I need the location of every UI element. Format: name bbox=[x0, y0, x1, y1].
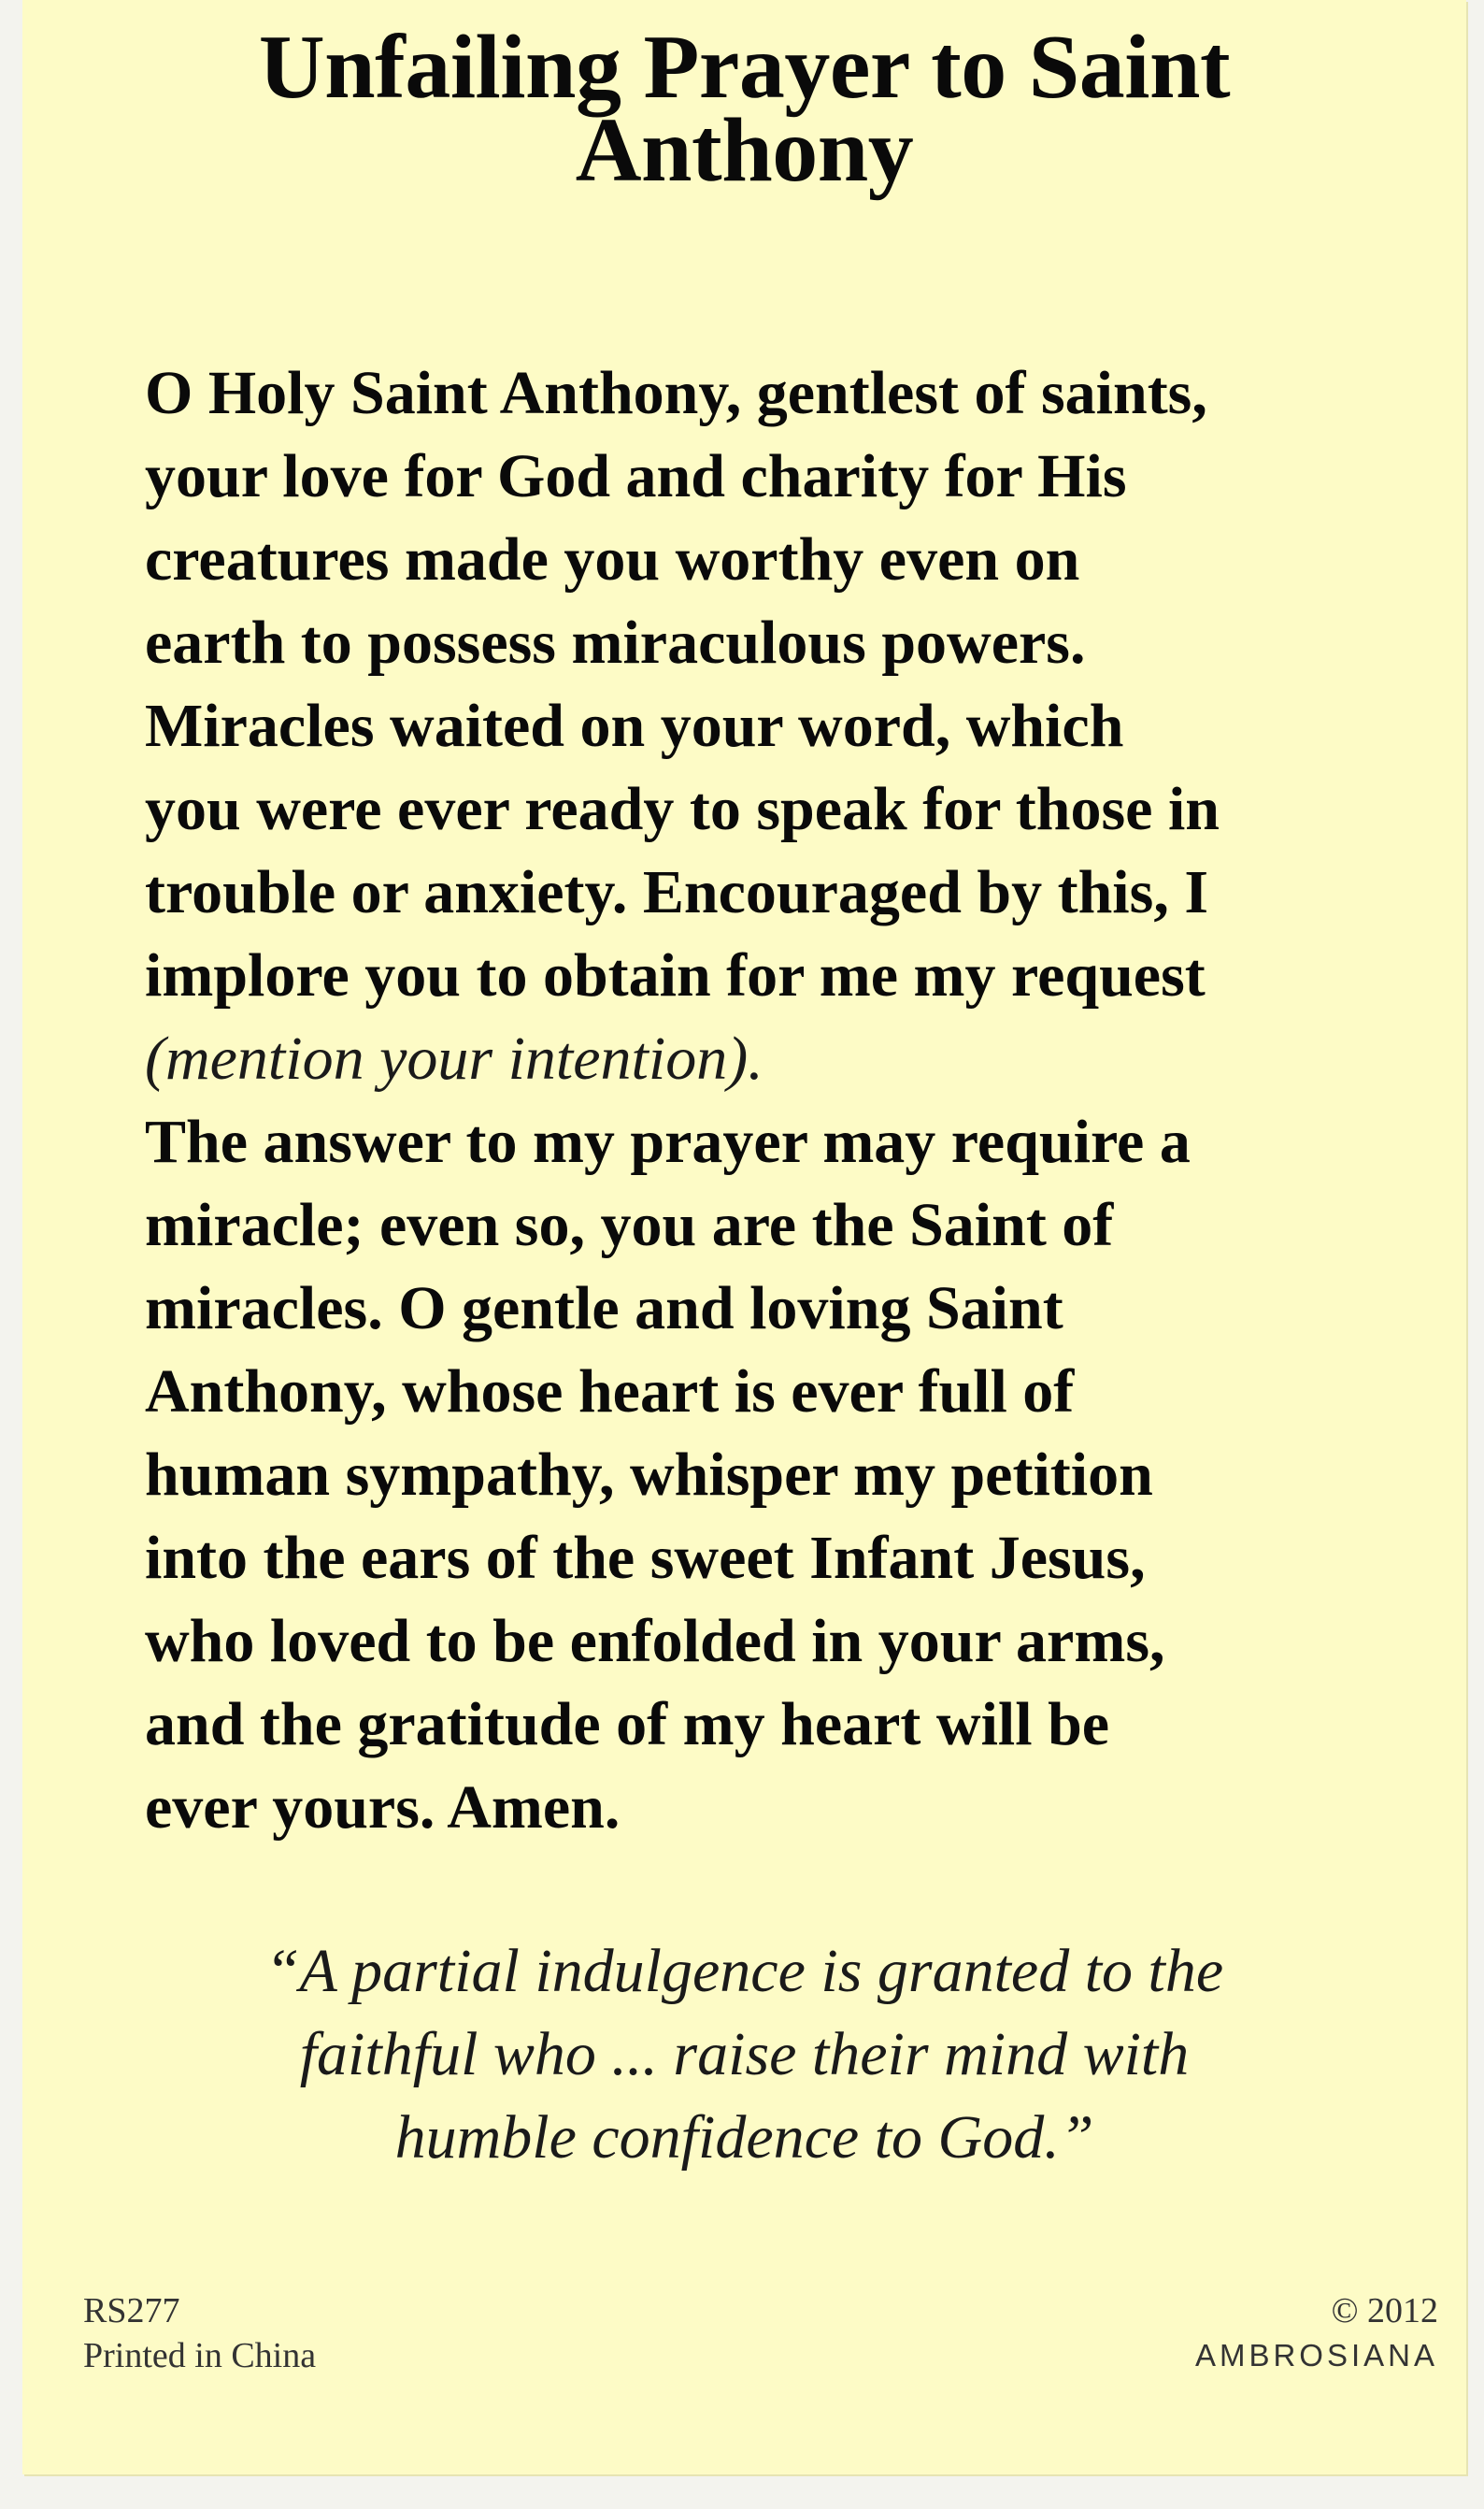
printed-in: Printed in China bbox=[83, 2336, 317, 2375]
prayer-line: you were ever ready to speak for those in bbox=[145, 775, 1220, 843]
prayer-line: into the ears of the sweet Infant Jesus, bbox=[145, 1524, 1146, 1592]
copyright: © 2012 bbox=[1331, 2291, 1438, 2330]
prayer-line: your love for God and charity for His bbox=[145, 442, 1127, 510]
prayer-line: and the gratitude of my heart will be bbox=[145, 1690, 1110, 1758]
prayer-line: who loved to be enfolded in your arms, bbox=[145, 1607, 1165, 1675]
prayer-line: human sympathy, whisper my petition bbox=[145, 1441, 1153, 1509]
product-code: RS277 bbox=[83, 2291, 180, 2330]
prayer-line: trouble or anxiety. Encouraged by this, I bbox=[145, 858, 1209, 926]
prayer-line: miracle; even so, you are the Saint of bbox=[145, 1191, 1114, 1259]
title-line-2: Anthony bbox=[575, 100, 914, 201]
prayer-line: The answer to my prayer may require a bbox=[145, 1108, 1191, 1176]
prayer-line: miracles. O gentle and loving Saint bbox=[145, 1274, 1063, 1342]
prayer-intention-line: (mention your intention). bbox=[145, 1025, 763, 1093]
footer-left bbox=[83, 2288, 316, 2378]
prayer-line: Anthony, whose heart is ever full of bbox=[145, 1357, 1075, 1426]
prayer-text bbox=[145, 351, 1397, 1849]
prayer-line: creatures made you worthy even on bbox=[145, 525, 1080, 594]
quote-line: humble confidence to God.” bbox=[394, 2103, 1094, 2172]
indulgence-quote bbox=[22, 1929, 1466, 2179]
publisher-name: AMBROSIANA bbox=[1194, 2338, 1438, 2373]
prayer-line: Miracles waited on your word, which bbox=[145, 692, 1124, 760]
page-title bbox=[22, 17, 1466, 201]
quote-line: “A partial indulgence is granted to the bbox=[264, 1937, 1224, 2005]
prayer-card bbox=[22, 0, 1466, 2474]
prayer-line: ever yours. Amen. bbox=[145, 1773, 621, 1842]
prayer-line: O Holy Saint Anthony, gentlest of saints, bbox=[145, 359, 1207, 427]
prayer-line: implore you to obtain for me my request bbox=[145, 941, 1206, 1010]
title-line-1: Unfailing Prayer to Saint bbox=[258, 17, 1231, 118]
prayer-line: earth to possess miraculous powers. bbox=[145, 609, 1086, 677]
quote-line: faithful who ... raise their mind with bbox=[299, 2020, 1190, 2088]
footer-right bbox=[1195, 2288, 1438, 2378]
